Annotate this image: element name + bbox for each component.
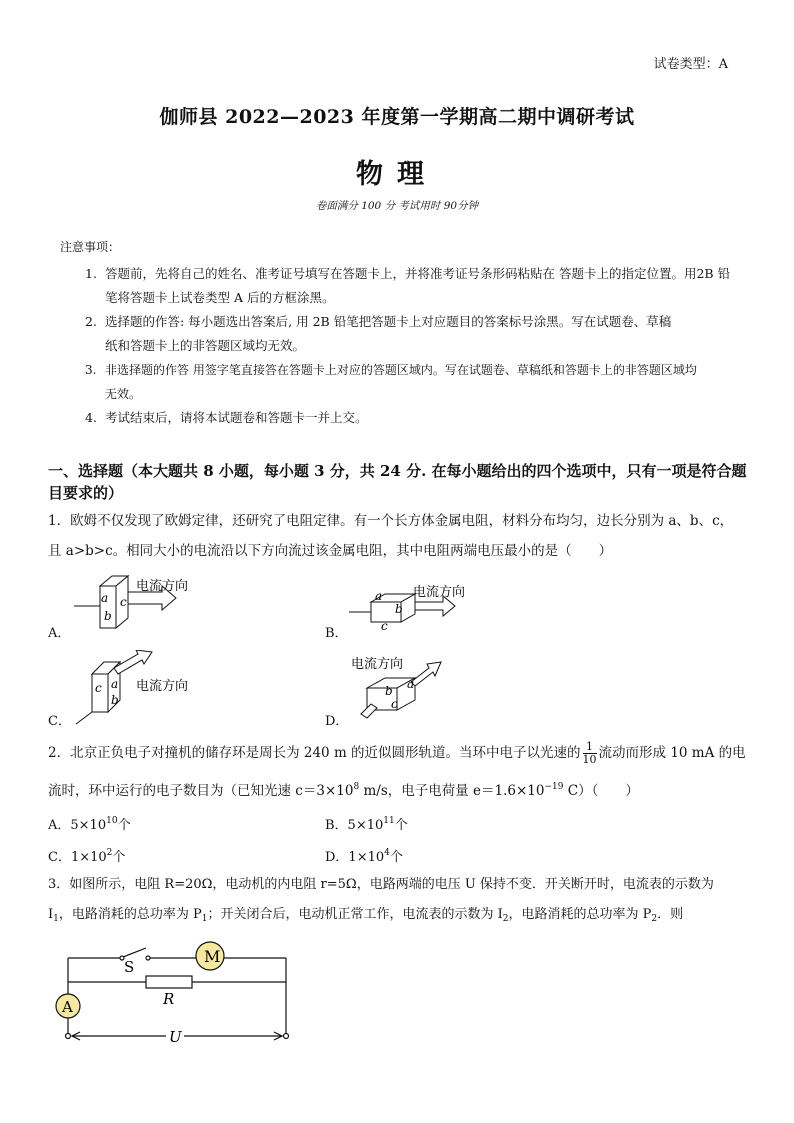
- exam-meta: 卷面满分 100 分 考试用时 90分钟: [315, 200, 479, 212]
- option-b-label: B．: [325, 626, 348, 641]
- notice-item: [85, 310, 745, 358]
- figure-option-b: [345, 580, 505, 636]
- fraction-numerator: 1: [583, 741, 597, 754]
- exponent: 4: [384, 848, 390, 858]
- subscript: 2: [651, 914, 658, 924]
- figure-option-c: [70, 650, 220, 725]
- question-3-line: 3．如图所示，电阻 R=20Ω，电动机的内电阻 r=5Ω，电路两端的电压 U 保持不变．开关断开时，电流表的示数为: [48, 877, 714, 892]
- current-direction-label: 电流方向: [136, 679, 189, 694]
- question-3-line: [48, 900, 758, 934]
- figure-option-d: [345, 652, 495, 727]
- option-unit: 个: [112, 850, 126, 865]
- notice-line: 非选择题的作答 用签字笔直接答在答题卡上对应的答题区域内。写在试题卷、草稿纸和答题卡上的非答题区域均: [105, 363, 697, 377]
- notice-line: 答题前，先将自己的姓名、准考证号填写在答题卡上，并将准考证号条形码粘贴在 答题卡上的指定位置。用2B 铅: [105, 266, 731, 281]
- switch-lever: [123, 948, 146, 957]
- resistor-label: R: [163, 990, 175, 1008]
- q2-text: 2．北京正负电子对撞机的储存环是周长为 240 m 的近似圆形轨道。当环中电子以光速的: [48, 745, 581, 761]
- option-text: A．5×10: [48, 818, 107, 833]
- notice-number: 2.: [85, 314, 97, 329]
- notice-line: 无效。: [105, 387, 142, 401]
- edge-label-c: c: [95, 681, 102, 695]
- current-direction-label: 电流方向: [351, 657, 404, 672]
- q3-text: ；开关闭合后，电动机正常工作，电流表的示数为 I: [207, 907, 503, 922]
- option-c-label: C．: [48, 714, 71, 729]
- edge-label-c: c: [391, 697, 398, 711]
- fraction-one-tenth: [583, 741, 597, 766]
- edge-label-b: b: [385, 684, 393, 698]
- option-unit: 个: [394, 818, 408, 833]
- question-2-line: [48, 738, 758, 768]
- option-text: B．5×10: [325, 818, 384, 833]
- q3-text: ，电路消耗的总功率为 P: [58, 907, 202, 922]
- edge-label-a: a: [111, 677, 119, 691]
- notice-line: 考试结束后，请将本试题卷和答题卡一并上交。: [105, 410, 368, 425]
- notice-line: 笔将答题卡上试卷类型 A 后的方框涂黑。: [105, 290, 335, 305]
- question-2-line: [48, 772, 758, 806]
- exponent: 10: [106, 816, 118, 826]
- subject-title: 物理: [356, 159, 438, 190]
- edge-label-c: c: [120, 595, 127, 609]
- question-1-line: 1．欧姆不仅发现了欧姆定律，还研究了电阻定律。有一个长方体金属电阻，材料分布均匀，边长分别为 a、b、c，: [48, 513, 734, 529]
- option-text: C．1×10: [48, 850, 107, 865]
- q2-text: 流时，环中运行的电子数目为（已知光速 c＝3×10: [48, 783, 354, 799]
- edge-label-b: b: [395, 602, 403, 616]
- notice-line: 选择题的作答: 每小题选出答案后, 用 2B 铅笔把答题卡上对应题目的答案标号涂黑。写在试题卷、草稿: [105, 314, 672, 329]
- current-direction-label: 电流方向: [136, 579, 189, 594]
- notice-number: 4.: [85, 410, 97, 425]
- exponent: 8: [353, 782, 360, 792]
- subscript: 2: [502, 914, 509, 924]
- section-heading: 一、选择题（本大题共 8 小题，每小题 3 分，共 24 分. 在每小题给出的四个选项中，只有一项是符合题目要求的）: [48, 462, 747, 502]
- q2-text: m/s，电子电荷量 e＝1.6×10: [359, 783, 545, 799]
- q2-option-d: [325, 838, 625, 873]
- circuit-diagram: [50, 936, 300, 1048]
- option-d-label: D．: [325, 714, 349, 729]
- option-a-label: A．: [48, 626, 71, 641]
- fraction-denominator: 10: [582, 753, 597, 766]
- option-text: D．1×10: [325, 850, 385, 865]
- switch-label: S: [124, 958, 135, 976]
- q2-option-b: [325, 806, 625, 841]
- notice-item: [85, 358, 745, 406]
- paper-type: 试卷类型：A: [653, 57, 728, 72]
- ammeter-label: A: [62, 998, 73, 1016]
- notice-line: 纸和答题卡上的非答题区域均无效。: [105, 338, 306, 353]
- subscript: 1: [53, 914, 59, 924]
- edge-label-a: a: [101, 591, 109, 605]
- subscript: 1: [201, 914, 208, 924]
- notice-number: 3.: [85, 363, 97, 377]
- resistor-symbol: [146, 976, 192, 988]
- notice-item: [85, 406, 745, 430]
- edge-label-b: b: [111, 693, 119, 707]
- edge-label-b: b: [104, 609, 112, 623]
- option-unit: 个: [117, 818, 131, 833]
- q3-text: ．则: [657, 907, 684, 922]
- exponent: −19: [544, 782, 564, 792]
- notice-item: [85, 262, 745, 310]
- voltage-label: U: [169, 1028, 182, 1046]
- exam-title: 伽师县 2022—2023 年度第一学期高二期中调研考试: [159, 106, 635, 128]
- figure-option-a: [70, 572, 210, 632]
- q2-text: 流动而形成 10 mA 的电: [598, 745, 746, 761]
- q2-text: C）（ ）: [563, 783, 639, 799]
- q3-text: ，电路消耗的总功率为 P: [508, 907, 652, 922]
- question-1-line: 且 a>b>c。相同大小的电流沿以下方向流过该金属电阻，其中电阻两端电压最小的是（ ）: [48, 543, 613, 559]
- edge-label-c: c: [381, 619, 388, 633]
- current-direction-label: 电流方向: [413, 585, 466, 600]
- exponent: 2: [106, 848, 113, 858]
- option-unit: 个: [389, 850, 403, 865]
- edge-label-a: a: [407, 677, 415, 691]
- notice-number: 1.: [85, 266, 97, 281]
- edge-label-a: a: [375, 589, 383, 603]
- motor-label: M: [204, 947, 221, 966]
- q3-text: I: [48, 907, 54, 922]
- exponent: 11: [383, 816, 395, 826]
- notice-heading: 注意事项：: [60, 240, 121, 254]
